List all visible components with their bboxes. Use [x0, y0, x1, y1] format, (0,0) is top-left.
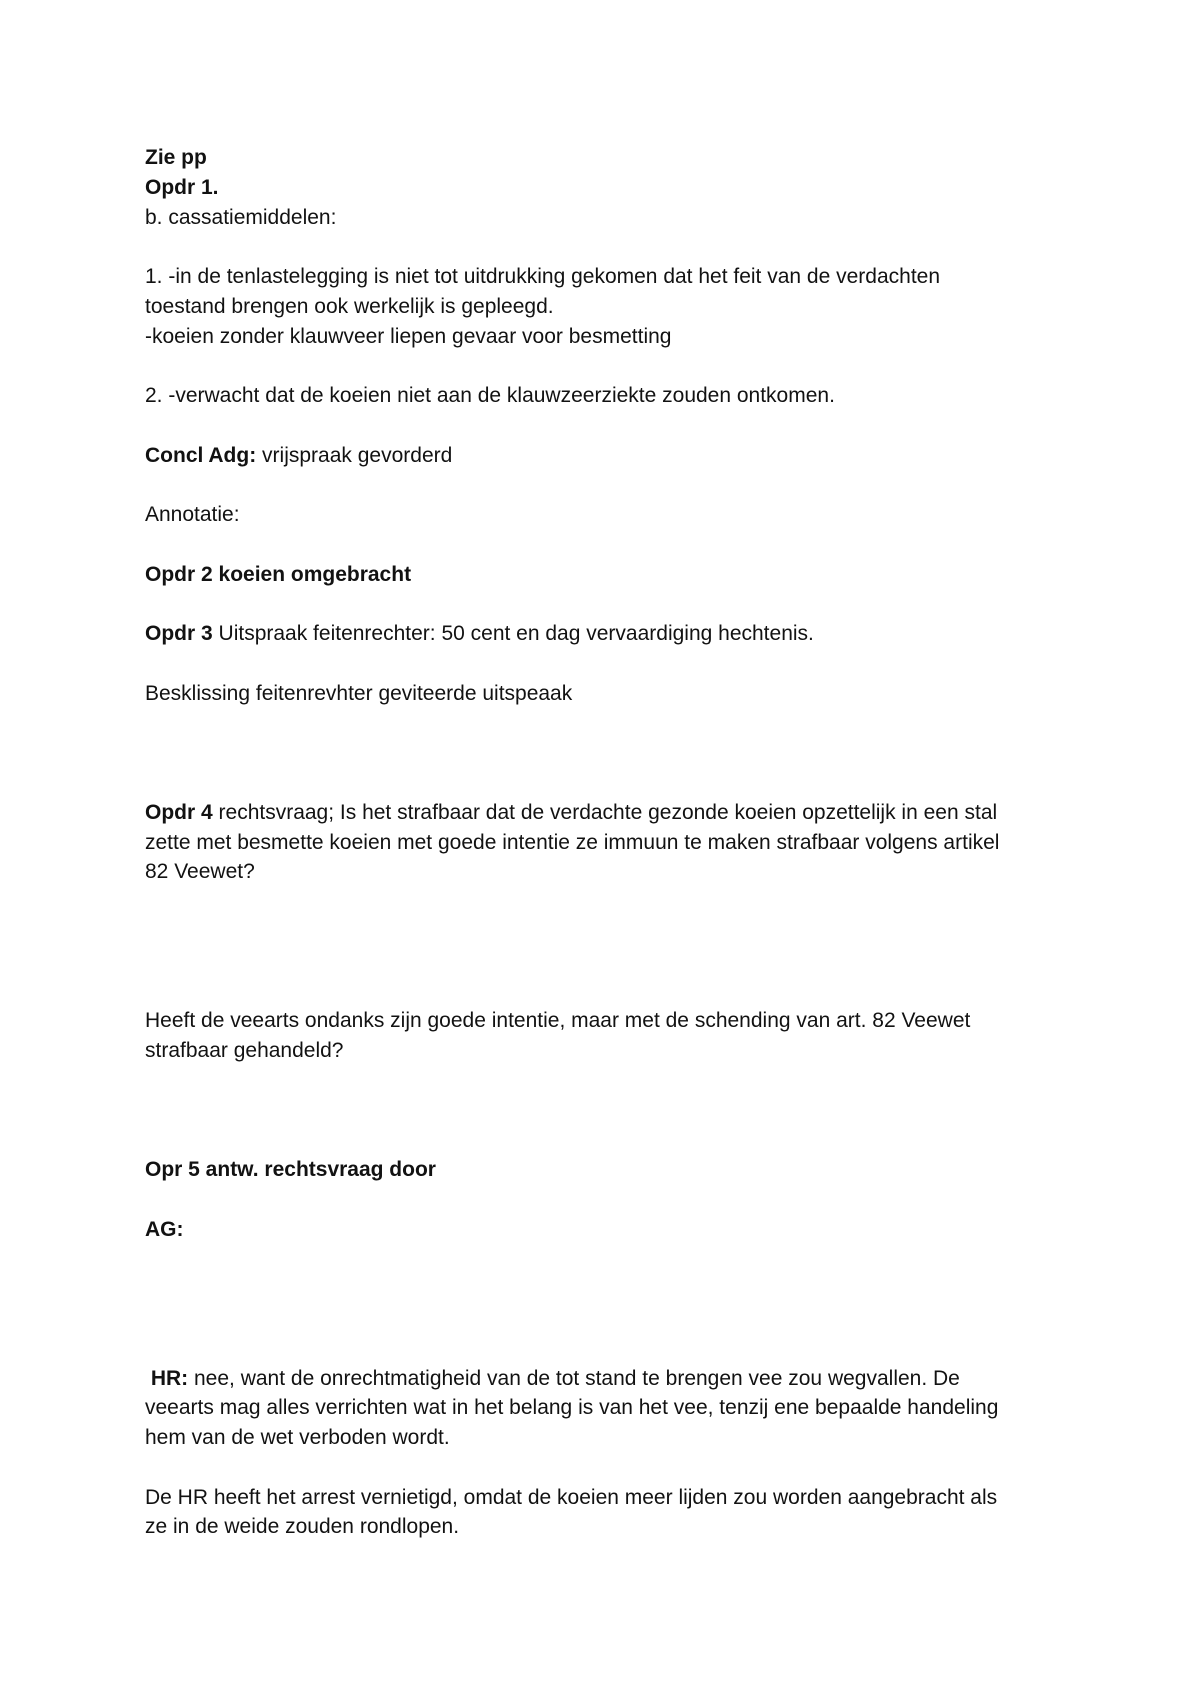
hr-line-2: veearts mag alles verrichten wat in het belang is van het vee, tenzij ene bepaalde handeling — [145, 1396, 999, 1420]
conclusion-line-2: ze in de weide zouden rondlopen. — [145, 1515, 460, 1539]
opdr1-heading: Opdr 1. — [145, 175, 219, 199]
annotatie-line: Annotatie: — [145, 503, 240, 527]
hr-label: HR: — [145, 1366, 189, 1390]
conclusie-line — [145, 441, 1155, 471]
middel2-line: 2. -verwacht dat de koeien niet aan de klauwzeerziekte zouden ontkomen. — [145, 384, 835, 408]
intro-line: Zie pp — [145, 146, 207, 169]
ag-label: AG: — [145, 1217, 184, 1241]
opdr5-heading: Opr 5 antw. rechtsvraag door — [145, 1158, 436, 1182]
conclusion-line-1: De HR heeft het arrest vernietigd, omdat de koeien meer lijden zou worden aangebracht als — [145, 1485, 998, 1509]
conclusie-label: Concl Adg: — [145, 443, 257, 467]
opdr4-line-2: zette met besmette koeien met goede intentie ze immuun te maken strafbaar volgens artikel — [145, 830, 1000, 854]
opdr3-line — [145, 619, 1155, 649]
document-body — [145, 143, 1155, 1542]
vraag-line-2: strafbaar gehandeld? — [145, 1039, 344, 1063]
opdr3-label: Opdr 3 — [145, 622, 213, 646]
opdr4-text: rechtsvraag; Is het strafbaar dat de verdachte gezonde koeien opzettelijk in een stal — [212, 800, 998, 824]
vraag-line-1: Heeft de veearts ondanks zijn goede intentie, maar met de schending van art. 82 Veewet — [145, 1009, 971, 1033]
opdr3-text: Uitspraak feitenrechter: 50 cent en dag vervaardiging hechtenis. — [212, 622, 814, 646]
conclusie-text: vrijspraak gevorderd — [256, 443, 453, 467]
opdr4-line-1 — [145, 798, 1155, 828]
opdr1-subheading: b. cassatiemiddelen: — [145, 205, 337, 229]
hr-line-1 — [145, 1364, 1155, 1394]
opdr2-heading: Opdr 2 koeien omgebracht — [145, 562, 412, 586]
middel1-line-2: toestand brengen ook werkelijk is gepleegd. — [145, 294, 554, 318]
opdr4-label: Opdr 4 — [145, 800, 213, 824]
opdr4-line-3: 82 Veewet? — [145, 860, 255, 884]
hr-text: nee, want de onrechtmatigheid van de tot stand te brengen vee zou wegvallen. De — [188, 1366, 960, 1390]
hr-line-3: hem van de wet verboden wordt. — [145, 1426, 450, 1450]
beslissing-line: Besklissing feitenrevhter geviteerde uitspeaak — [145, 681, 573, 705]
middel1-line-3: -koeien zonder klauwveer liepen gevaar voor besmetting — [145, 324, 672, 348]
middel1-line-1: 1. -in de tenlastelegging is niet tot uitdrukking gekomen dat het feit van de verdachten — [145, 265, 941, 289]
